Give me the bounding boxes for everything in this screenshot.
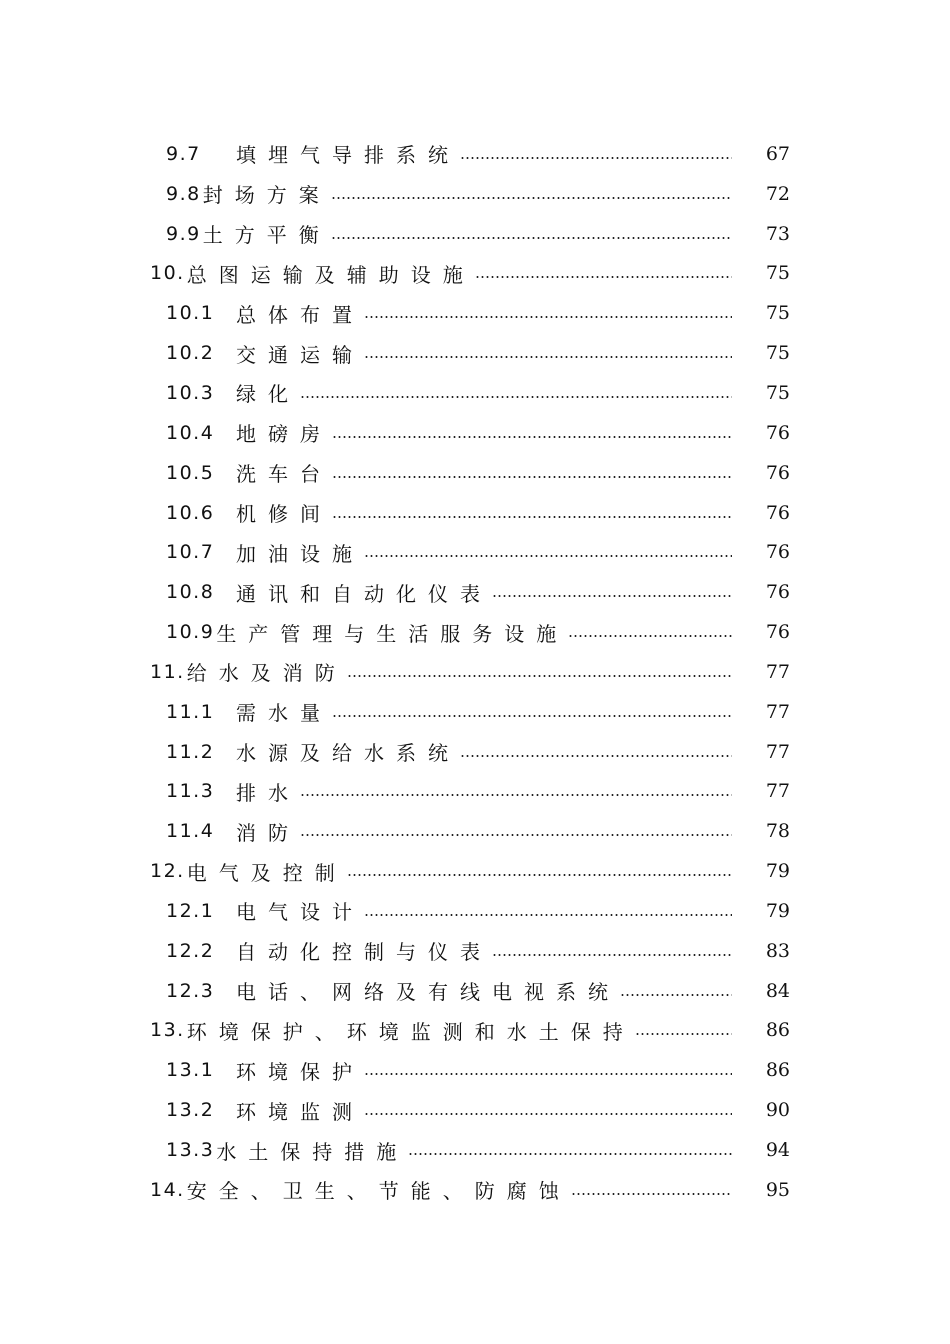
toc-entry[interactable] (0, 1050, 950, 1090)
toc-entry-number: 11.1 (166, 700, 215, 723)
toc-entry-title: 封场方案 (202, 183, 331, 208)
toc-entry-number: 10.6 (166, 501, 215, 524)
toc-entry-title: 土方平衡 (202, 223, 331, 248)
toc-entry-number: 12.2 (166, 939, 215, 962)
toc-entry[interactable] (0, 811, 950, 851)
toc-entry[interactable] (0, 1130, 950, 1170)
toc-entry-page: 84 (765, 979, 790, 1002)
dot-leader (331, 197, 732, 199)
toc-entry-page: 77 (765, 740, 790, 763)
dot-leader (332, 436, 732, 438)
toc-entry-page: 76 (765, 461, 790, 484)
toc-entry-number: 12.3 (166, 979, 215, 1002)
toc-entry-page: 67 (765, 142, 790, 165)
toc-entry-page: 73 (765, 222, 790, 245)
toc-entry[interactable] (0, 931, 950, 971)
dot-leader (460, 755, 732, 757)
toc-entry-number: 10. (150, 262, 185, 285)
toc-entry-title: 加油设施 (236, 541, 364, 566)
toc-entry-page: 72 (765, 182, 790, 205)
toc-entry-number: 10.1 (166, 302, 215, 325)
toc-entry-page: 76 (765, 621, 790, 644)
toc-entry[interactable] (0, 493, 950, 533)
toc-entry[interactable] (0, 692, 950, 732)
toc-entry-number: 11.4 (166, 820, 215, 843)
dot-leader (635, 1033, 732, 1035)
toc-entry-number: 12.1 (166, 899, 215, 922)
toc-entry[interactable] (0, 772, 950, 812)
toc-entry-number: 10.4 (166, 421, 215, 444)
toc-entry-page: 76 (765, 541, 790, 564)
toc-entry-page: 77 (765, 700, 790, 723)
toc-entry-page: 86 (765, 1059, 790, 1082)
toc-entry-title: 安全、卫生、节能、防腐蚀 (186, 1179, 571, 1204)
toc-entry-title: 交通运输 (236, 342, 364, 367)
toc-entry[interactable] (0, 1170, 950, 1210)
toc-entry-number: 10.5 (166, 461, 215, 484)
dot-leader (300, 834, 732, 836)
toc-entry-number: 10.3 (166, 381, 215, 404)
toc-entry-title: 地磅房 (236, 422, 332, 447)
toc-entry[interactable] (0, 453, 950, 493)
toc-entry-title: 环境保护 (236, 1059, 364, 1084)
toc-entry-number: 11.3 (166, 780, 215, 803)
toc-entry[interactable] (0, 612, 950, 652)
toc-entry-title: 总图运输及辅助设施 (186, 262, 475, 287)
toc-entry[interactable] (0, 572, 950, 612)
dot-leader (568, 635, 732, 637)
toc-entry-page: 76 (765, 501, 790, 524)
toc-entry-page: 76 (765, 581, 790, 604)
toc-entry-page: 83 (765, 939, 790, 962)
toc-entry-number: 11. (150, 660, 185, 683)
dot-leader (364, 555, 732, 557)
dot-leader (364, 1113, 732, 1115)
dot-leader (347, 874, 732, 876)
toc-entry-page: 77 (765, 660, 790, 683)
toc-entry-title: 水土保持措施 (216, 1139, 409, 1164)
toc-entry-page: 75 (765, 302, 790, 325)
dot-leader (492, 954, 732, 956)
toc-entry-page: 78 (765, 820, 790, 843)
toc-entry[interactable] (0, 174, 950, 214)
toc-entry[interactable] (0, 891, 950, 931)
toc-entry-number: 10.9 (166, 621, 215, 644)
toc-entry[interactable] (0, 293, 950, 333)
toc-entry-title: 总体布置 (236, 302, 364, 327)
toc-entry[interactable] (0, 134, 950, 174)
toc-entry-title: 绿化 (236, 382, 300, 407)
toc-entry[interactable] (0, 532, 950, 572)
toc-entry-number: 13.3 (166, 1139, 215, 1162)
toc-entry-page: 94 (765, 1139, 790, 1162)
toc-entry-number: 12. (150, 860, 185, 883)
toc-entry-title: 环境保护、环境监测和水土保持 (186, 1019, 635, 1044)
toc-entry[interactable] (0, 652, 950, 692)
toc-entry-title: 电话、网络及有线电视系统 (236, 980, 620, 1005)
toc-entry-number: 9.9 (166, 222, 201, 245)
toc-entry[interactable] (0, 413, 950, 453)
toc-entry-number: 13. (150, 1019, 185, 1042)
toc-entry-page: 86 (765, 1019, 790, 1042)
toc-entry-title: 通讯和自动化仪表 (236, 581, 492, 606)
toc-entry-title: 环境监测 (236, 1099, 364, 1124)
table-of-contents (0, 134, 950, 1210)
toc-entry-page: 77 (765, 780, 790, 803)
toc-entry-title: 水源及给水系统 (236, 741, 460, 766)
toc-entry-number: 13.2 (166, 1099, 215, 1122)
toc-entry-title: 电气设计 (236, 900, 364, 925)
toc-entry-page: 90 (765, 1099, 790, 1122)
dot-leader (571, 1193, 732, 1195)
toc-entry-page: 76 (765, 421, 790, 444)
toc-entry-page: 79 (765, 899, 790, 922)
dot-leader (331, 237, 732, 239)
toc-entry[interactable] (0, 1011, 950, 1051)
toc-entry-title: 填埋气导排系统 (236, 143, 460, 168)
dot-leader (364, 1073, 732, 1075)
toc-entry-title: 自动化控制与仪表 (236, 940, 492, 965)
toc-entry-page: 75 (765, 342, 790, 365)
dot-leader (332, 715, 732, 717)
toc-entry-title: 消防 (236, 820, 300, 845)
dot-leader (492, 595, 732, 597)
dot-leader (364, 914, 732, 916)
toc-entry-title: 需水量 (236, 701, 332, 726)
toc-entry-page: 75 (765, 381, 790, 404)
toc-entry-number: 11.2 (166, 740, 215, 763)
toc-entry[interactable] (0, 732, 950, 772)
dot-leader (332, 516, 732, 518)
toc-entry[interactable] (0, 971, 950, 1011)
toc-entry-number: 13.1 (166, 1059, 215, 1082)
toc-entry-number: 10.7 (166, 541, 215, 564)
dot-leader (300, 794, 732, 796)
toc-entry[interactable] (0, 1090, 950, 1130)
toc-entry-number: 9.7 (166, 142, 201, 165)
toc-entry-page: 95 (765, 1178, 790, 1201)
toc-entry[interactable] (0, 373, 950, 413)
toc-entry-title: 电气及控制 (186, 860, 347, 885)
toc-entry-title: 生产管理与生活服务设施 (216, 621, 569, 646)
toc-entry-page: 79 (765, 860, 790, 883)
toc-entry-title: 机修间 (236, 502, 332, 527)
dot-leader (475, 276, 732, 278)
toc-entry-title: 给水及消防 (186, 661, 347, 686)
dot-leader (620, 994, 732, 996)
dot-leader (347, 675, 732, 677)
toc-entry-page: 75 (765, 262, 790, 285)
toc-entry-number: 14. (150, 1178, 185, 1201)
dot-leader (364, 356, 732, 358)
toc-entry[interactable] (0, 851, 950, 891)
toc-entry-number: 10.2 (166, 342, 215, 365)
dot-leader (408, 1153, 732, 1155)
toc-entry-number: 10.8 (166, 581, 215, 604)
dot-leader (364, 316, 732, 318)
dot-leader (300, 396, 732, 398)
dot-leader (332, 476, 732, 478)
toc-entry-number: 9.8 (166, 182, 201, 205)
dot-leader (460, 157, 732, 159)
toc-entry-title: 排水 (236, 780, 300, 805)
toc-entry[interactable] (0, 333, 950, 373)
toc-entry-title: 洗车台 (236, 462, 332, 487)
toc-entry[interactable] (0, 214, 950, 254)
toc-entry[interactable] (0, 254, 950, 294)
